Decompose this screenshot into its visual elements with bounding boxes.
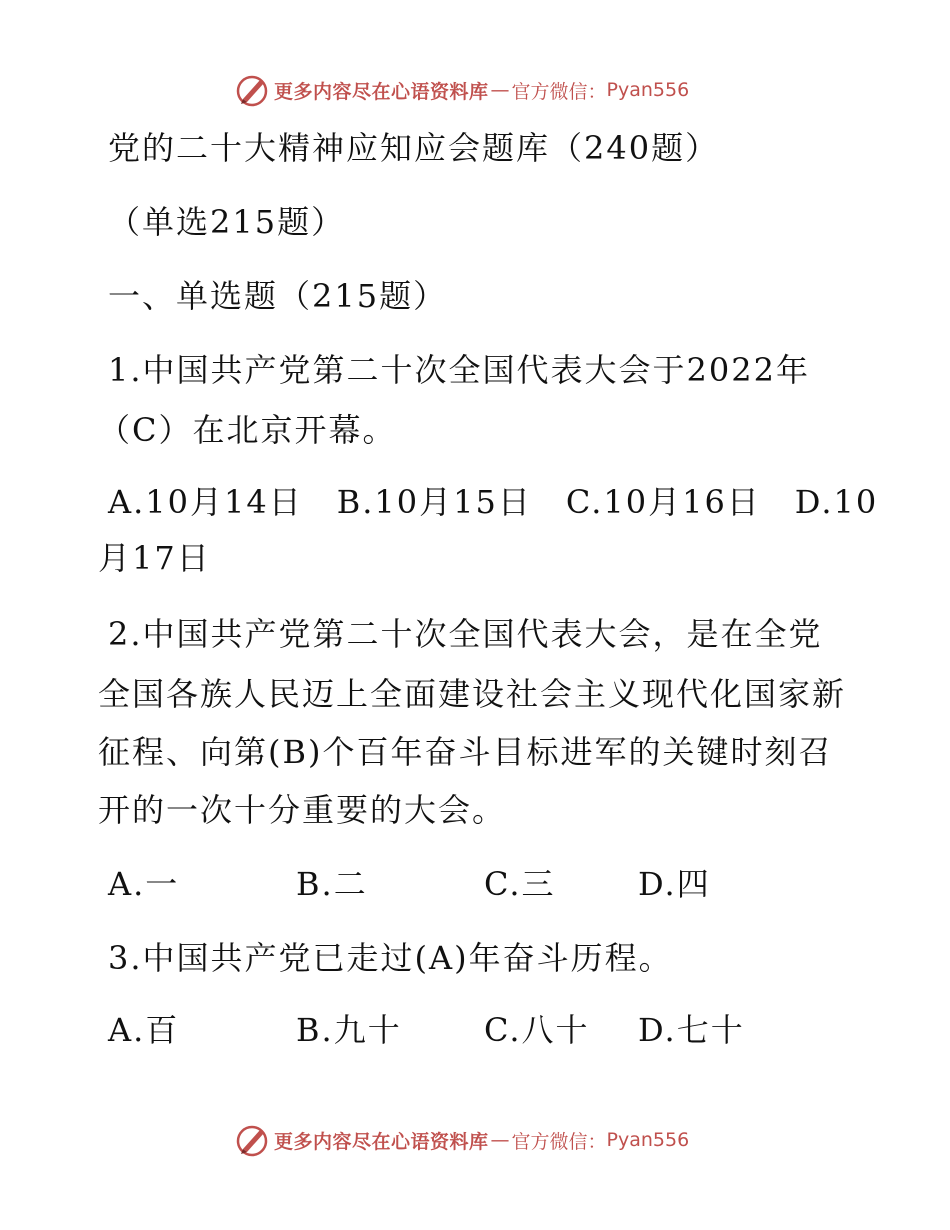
document-title: 党的二十大精神应知应会题库（240题） xyxy=(108,129,720,167)
banner-separator: — xyxy=(490,79,510,101)
question-1-line-1: 1.中国共产党第二十次全国代表大会于2022年 xyxy=(108,351,810,389)
banner-main-text: 更多内容尽在心语资料库 xyxy=(274,80,489,103)
question-3-options xyxy=(98,998,898,1062)
question-3-option-b: B.九十 xyxy=(296,1011,402,1049)
banner-wechat-id: Pyan556 xyxy=(606,79,690,101)
question-2-options xyxy=(98,852,898,916)
footer-banner xyxy=(234,1120,689,1160)
document-subtitle: （单选215题） xyxy=(108,203,346,241)
question-3-option-a: A.百 xyxy=(108,1011,180,1049)
question-2-line-1: 2.中国共产党第二十次全国代表大会，是在全党 xyxy=(108,615,823,653)
question-2-option-c: C.三 xyxy=(484,865,556,903)
question-1-options-line-1: A.10月14日 B.10月15日 C.10月16日 D.10 xyxy=(108,483,879,521)
question-2-option-a: A.一 xyxy=(108,865,180,903)
question-3-line-1: 3.中国共产党已走过(A)年奋斗历程。 xyxy=(108,939,673,977)
question-2-line-4: 开的一次十分重要的大会。 xyxy=(98,791,507,829)
question-1-line-2: （C）在北京开幕。 xyxy=(98,411,397,449)
pen-logo-icon xyxy=(234,72,270,108)
question-2-option-b: B.二 xyxy=(296,865,368,903)
question-2-option-d: D.四 xyxy=(638,865,711,903)
section-heading: 一、单选题（215题） xyxy=(108,277,448,315)
question-3-option-c: C.八十 xyxy=(484,1011,590,1049)
question-3-option-d: D.七十 xyxy=(638,1011,745,1049)
question-2-line-2: 全国各族人民迈上全面建设社会主义现代化国家新 xyxy=(98,675,847,713)
banner-wechat-label: 官方微信： xyxy=(511,80,607,103)
pen-logo-icon xyxy=(234,1122,270,1158)
header-banner xyxy=(234,70,689,110)
question-1-options-line-2: 月17日 xyxy=(98,539,211,577)
banner-wechat-id: Pyan556 xyxy=(606,1129,690,1151)
banner-main-text: 更多内容尽在心语资料库 xyxy=(274,1130,489,1153)
banner-wechat-label: 官方微信： xyxy=(511,1130,607,1153)
banner-separator: — xyxy=(490,1129,510,1151)
question-2-line-3: 征程、向第(B)个百年奋斗目标进军的关键时刻召 xyxy=(98,733,833,771)
